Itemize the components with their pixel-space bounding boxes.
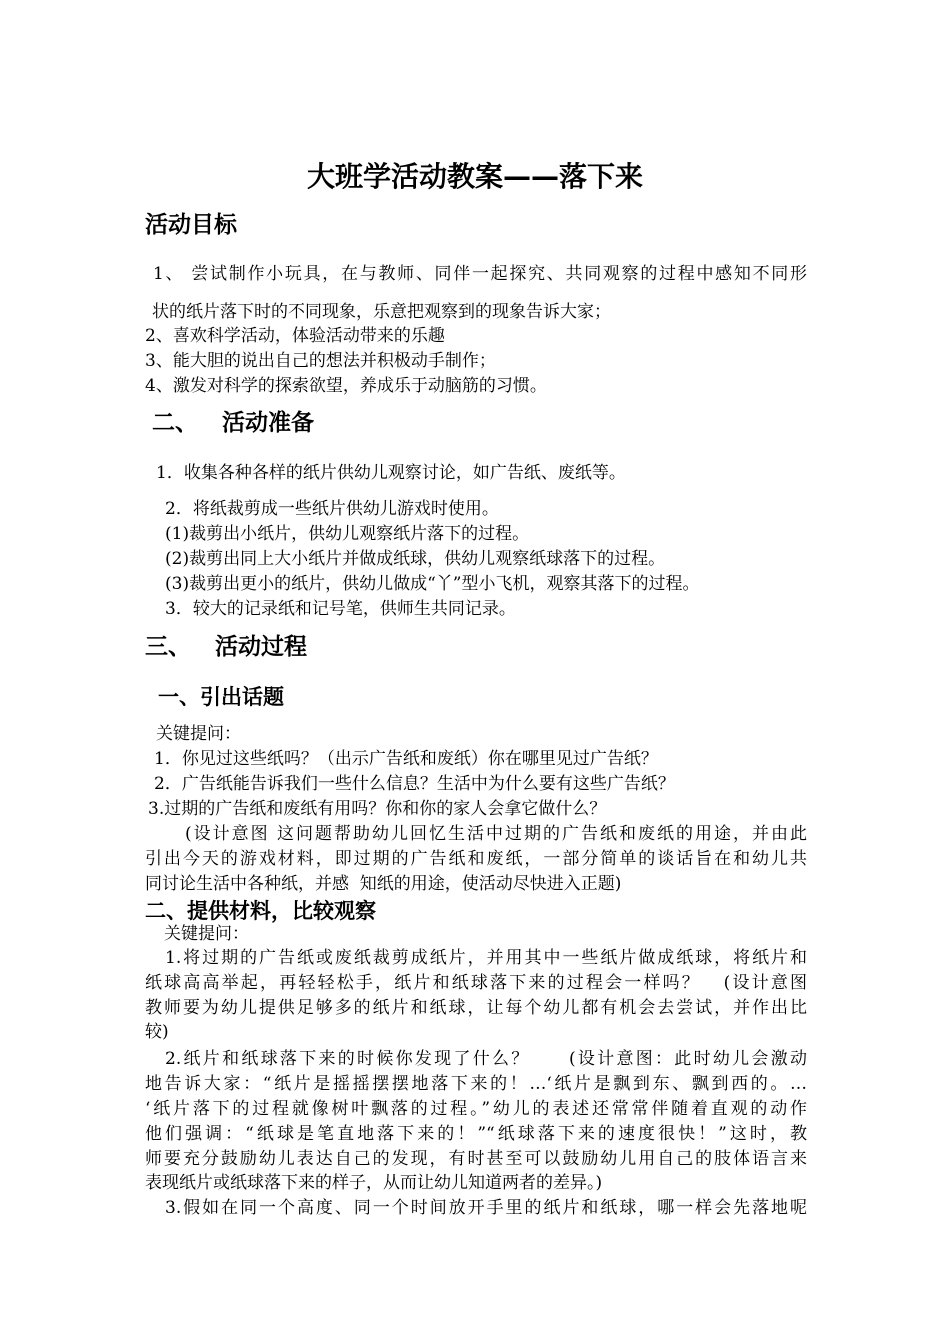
key-question-label-2: 关键提问： (164, 924, 249, 944)
goal-item-1-line-1: 1、 尝试制作小玩具，在与教师、同伴一起探究、共同观察的过程中感知不同形 (153, 264, 807, 284)
key-question-label-1: 关键提问： (156, 724, 241, 744)
step-2-line-3: ‘纸片落下的过程就像树叶飘落的过程。”幼儿的表述还常常伴随着直观的动作 (145, 1099, 807, 1119)
design-intent-1-line-2: 引出今天的游戏材料，即过期的广告纸和废纸，一部分简单的谈话旨在和幼儿共 (145, 849, 807, 869)
part-heading-compare: 二、提供材料，比较观察 (145, 899, 376, 923)
step-2-line-4: 他们强调：“纸球是笔直地落下来的！”“纸球落下来的速度很快！”这时，教 (145, 1124, 807, 1144)
goal-item-3: 3、能大胆的说出自己的想法并积极动手制作； (145, 351, 496, 371)
step-1-line-3: 教师要为幼儿提供足够多的纸片和纸球，让每个幼儿都有机会去尝试，并作出比 (145, 998, 807, 1018)
step-2-line-2: 地告诉大家：“纸片是摇摇摆摆地落下来的！…‘纸片是飘到东、飘到西的。… (145, 1074, 807, 1094)
design-intent-1-line-1: (设计意图 这问题帮助幼儿回忆生活中过期的广告纸和废纸的用途，并由此 (185, 824, 807, 844)
design-intent-1-line-3: 同讨论生活中各种纸，并感 知纸的用途，使活动尽快进入正题) (145, 874, 622, 894)
prep-sub-2: (2)裁剪出同上大小纸片并做成纸球，供幼儿观察纸球落下的过程。 (165, 549, 666, 569)
section-heading-process: 三、 活动过程 (145, 634, 308, 660)
step-2-line-5: 师要充分鼓励幼儿表达自己的发现，有时甚至可以鼓励幼儿用自己的肢体语言来 (145, 1149, 807, 1169)
prep-sub-1: (1)裁剪出小纸片，供幼儿观察纸片落下的过程。 (165, 524, 530, 544)
goal-item-4: 4、激发对科学的探索欲望，养成乐于动脑筋的习惯。 (145, 376, 547, 396)
step-2-line-1: 2.纸片和纸球落下来的时候你发现了什么？ (设计意图：此时幼儿会激动 (165, 1049, 807, 1069)
prep-item-3: 3．较大的记录纸和记号笔，供师生共同记录。 (165, 599, 516, 619)
page-title: 大班学活动教案——落下来 (306, 160, 643, 193)
prep-sub-3: (3)裁剪出更小的纸片，供幼儿做成“丫”型小飞机，观察其落下的过程。 (165, 574, 700, 594)
step-2-line-6: 表现纸片或纸球落下来的样子，从而让幼儿知道两者的差异。) (145, 1173, 603, 1193)
question-1: 1．你见过这些纸吗？（出示广告纸和废纸）你在哪里见过广告纸？ (154, 749, 658, 769)
step-1-line-1: 1.将过期的广告纸或废纸裁剪成纸片，并用其中一些纸片做成纸球，将纸片和 (165, 948, 807, 968)
step-1-line-2: 纸球高高举起，再轻轻松手，纸片和纸球落下来的过程会一样吗？ (设计意图 (145, 973, 807, 993)
prep-item-2: 2．将纸裁剪成一些纸片供幼儿游戏时使用。 (165, 499, 499, 519)
section-heading-preparation: 二、 活动准备 (152, 410, 315, 436)
question-3: 3.过期的广告纸和废纸有用吗？你和你的家人会拿它做什么？ (148, 799, 607, 819)
step-1-line-4: 较) (145, 1022, 169, 1042)
goal-item-1-line-2: 状的纸片落下时的不同现象，乐意把观察到的现象告诉大家； (152, 302, 611, 322)
prep-item-1: 1．收集各种各样的纸片供幼儿观察讨论，如广告纸、废纸等。 (156, 463, 626, 483)
part-heading-introduce-topic: 一、引出话题 (158, 685, 284, 709)
question-2: 2．广告纸能告诉我们一些什么信息？生活中为什么要有这些广告纸？ (154, 774, 675, 794)
section-heading-goals: 活动目标 (145, 212, 237, 238)
goal-item-2: 2、喜欢科学活动，体验活动带来的乐趣 (145, 326, 445, 346)
step-3-line-1: 3.假如在同一个高度、同一个时间放开手里的纸片和纸球，哪一样会先落地呢 (165, 1198, 807, 1218)
